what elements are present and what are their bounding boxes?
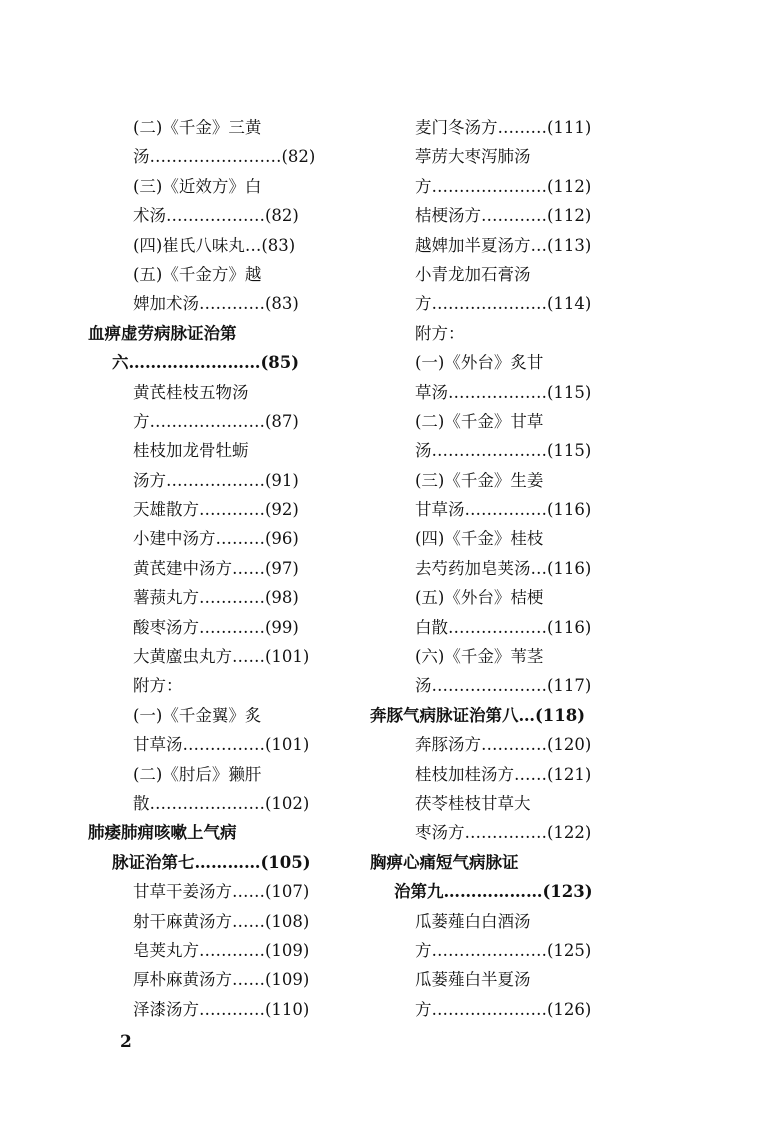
toc-entry: 汤方………………(91) <box>133 470 299 490</box>
toc-entry: (四)崔氏八味丸…(83) <box>133 235 296 255</box>
toc-entry: (一)《千金翼》炙 <box>133 705 262 725</box>
toc-entry: (三)《近效方》白 <box>133 176 262 196</box>
toc-entry: 天雄散方…………(92) <box>133 500 299 520</box>
toc-chapter-heading: 六……………………(85) <box>112 353 300 373</box>
toc-entry: 散…………………(102) <box>133 793 310 813</box>
toc-entry: (五)《千金方》越 <box>133 264 262 284</box>
toc-chapter-heading: 肺痿肺痈咳嗽上气病 <box>88 823 237 843</box>
toc-entry: 皂荚丸方…………(109) <box>133 940 310 960</box>
toc-entry: 方…………………(114) <box>415 294 592 314</box>
toc-entry: (五)《外台》桔梗 <box>415 588 544 608</box>
toc-entry: 茯苓桂枝甘草大 <box>415 793 531 813</box>
toc-entry: 越婢加半夏汤方…(113) <box>415 235 592 255</box>
toc-entry: 方…………………(112) <box>415 176 592 196</box>
toc-chapter-heading: 胸痹心痛短气病脉证 <box>370 852 519 872</box>
toc-entry: 甘草干姜汤方……(107) <box>133 882 310 902</box>
toc-entry: 方…………………(125) <box>415 940 592 960</box>
toc-chapter-heading: 治第九………………(123) <box>394 882 593 902</box>
toc-entry: 薯蓣丸方…………(98) <box>133 588 299 608</box>
toc-entry: 桂枝加桂汤方……(121) <box>415 764 592 784</box>
toc-entry: 泽漆汤方…………(110) <box>133 999 310 1019</box>
toc-chapter-heading: 奔豚气病脉证治第八…(118) <box>370 705 586 725</box>
toc-chapter-heading: 血痹虚劳病脉证治第 <box>88 323 237 343</box>
toc-entry: 汤……………………(82) <box>133 147 316 167</box>
toc-entry: 瓜蒌薤白白酒汤 <box>415 911 531 931</box>
toc-entry: 婢加术汤…………(83) <box>133 294 299 314</box>
toc-entry: (三)《千金》生姜 <box>415 470 544 490</box>
toc-entry: 方…………………(126) <box>415 999 592 1019</box>
toc-entry: 小建中汤方………(96) <box>133 529 299 549</box>
toc-chapter-heading: 脉证治第七…………(105) <box>112 852 311 872</box>
toc-entry: (一)《外台》炙甘 <box>415 353 544 373</box>
toc-entry: 葶苈大枣泻肺汤 <box>415 147 531 167</box>
toc-entry: 黄芪桂枝五物汤 <box>133 382 249 402</box>
page-number: 2 <box>120 1032 132 1052</box>
toc-entry: 厚朴麻黄汤方……(109) <box>133 970 310 990</box>
toc-entry: 瓜蒌薤白半夏汤 <box>415 970 531 990</box>
toc-entry: 方…………………(87) <box>133 411 299 431</box>
toc-entry: 术汤………………(82) <box>133 206 299 226</box>
toc-entry: 桔梗汤方…………(112) <box>415 206 592 226</box>
toc-entry: (四)《千金》桂枝 <box>415 529 544 549</box>
toc-entry: 麦门冬汤方………(111) <box>415 118 592 137</box>
toc-entry: 去芍药加皂荚汤…(116) <box>415 558 592 578</box>
toc-right-column <box>370 113 635 1024</box>
toc-entry: 射干麻黄汤方……(108) <box>133 911 310 931</box>
toc-entry: 甘草汤……………(116) <box>415 500 592 520</box>
toc-entry: 酸枣汤方…………(99) <box>133 617 299 637</box>
toc-entry: 桂枝加龙骨牡蛎 <box>133 441 249 461</box>
toc-entry: 小青龙加石膏汤 <box>415 264 531 284</box>
toc-entry: 白散………………(116) <box>415 617 592 637</box>
toc-entry: 枣汤方……………(122) <box>415 823 592 843</box>
toc-entry: 汤…………………(115) <box>415 441 592 461</box>
toc-entry: (二)《千金》甘草 <box>415 411 544 431</box>
toc-entry: 黄芪建中汤方……(97) <box>133 558 299 578</box>
toc-entry: 汤…………………(117) <box>415 676 592 696</box>
toc-entry: 奔豚汤方…………(120) <box>415 735 592 755</box>
toc-entry: 附方： <box>133 676 183 696</box>
toc-entry: (二)《肘后》獭肝 <box>133 764 262 784</box>
toc-entry: (二)《千金》三黄 <box>133 118 262 137</box>
toc-entry: 大黄䗪虫丸方……(101) <box>133 647 310 667</box>
toc-entry: 附方： <box>415 323 465 343</box>
toc-entry: 甘草汤……………(101) <box>133 735 310 755</box>
toc-entry: 草汤………………(115) <box>415 382 592 402</box>
toc-left-column <box>88 113 350 1024</box>
toc-entry: (六)《千金》苇茎 <box>415 647 544 667</box>
